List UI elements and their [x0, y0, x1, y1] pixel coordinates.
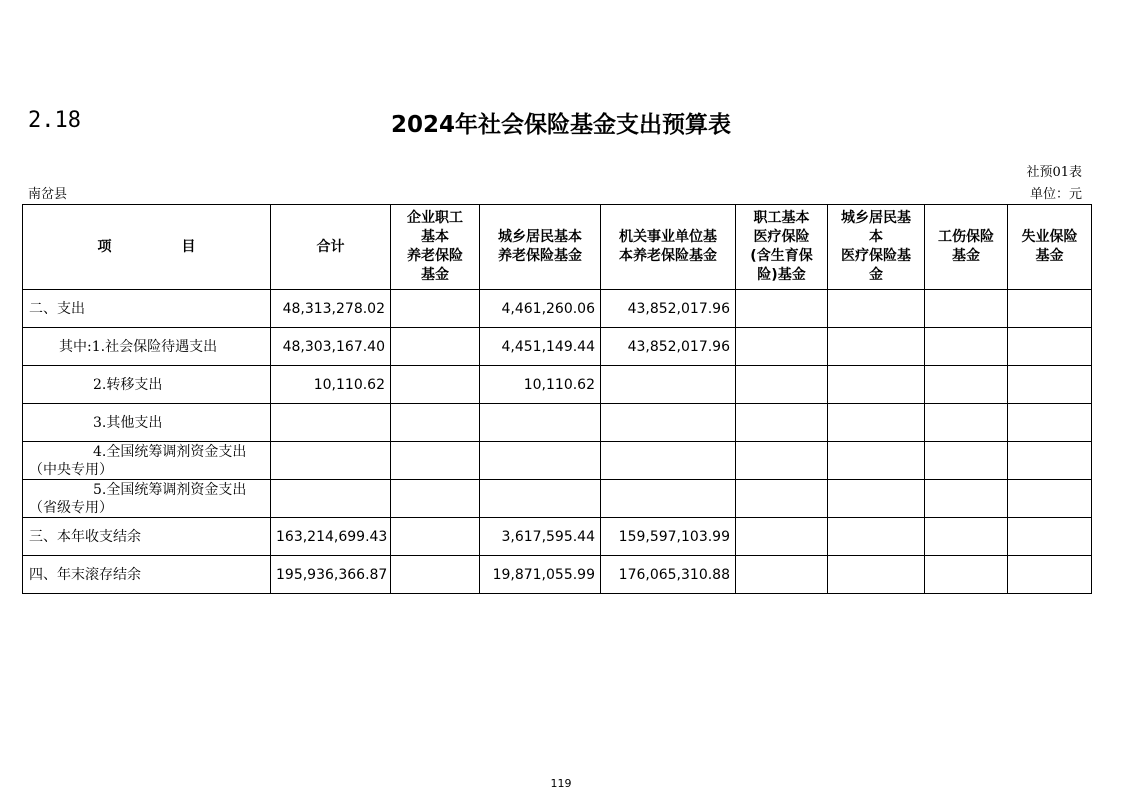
page-number: 119: [550, 777, 572, 790]
cell-employee-medical: [736, 404, 828, 442]
table-row: [23, 290, 1092, 328]
column-header-resident-medical: 城乡居民基 本 医疗保险基 金: [828, 205, 925, 290]
cell-resident-medical: [828, 518, 925, 556]
cell-employee-medical: [736, 328, 828, 366]
column-header-item: 项 目: [23, 205, 271, 290]
cell-total: 163,214,699.43: [271, 518, 391, 556]
cell-institution-pension: 43,852,017.96: [601, 290, 736, 328]
cell-employee-medical: [736, 480, 828, 518]
table-row: [23, 480, 1092, 518]
row-label: 其中:1.社会保险待遇支出: [23, 328, 271, 366]
cell-injury: [925, 480, 1008, 518]
cell-unemployment: [1008, 518, 1092, 556]
cell-resident-pension: 3,617,595.44: [480, 518, 601, 556]
cell-institution-pension: [601, 442, 736, 480]
cell-total: 195,936,366.87: [271, 556, 391, 594]
cell-injury: [925, 518, 1008, 556]
cell-total: [271, 404, 391, 442]
cell-injury: [925, 556, 1008, 594]
cell-resident-medical: [828, 442, 925, 480]
cell-resident-medical: [828, 404, 925, 442]
cell-unemployment: [1008, 404, 1092, 442]
cell-enterprise-pension: [391, 328, 480, 366]
row-label: 二、支出: [23, 290, 271, 328]
table-row: [23, 556, 1092, 594]
cell-total: [271, 480, 391, 518]
cell-injury: [925, 328, 1008, 366]
cell-resident-medical: [828, 480, 925, 518]
cell-resident-pension: 4,451,149.44: [480, 328, 601, 366]
cell-unemployment: [1008, 480, 1092, 518]
column-header-enterprise-pension: 企业职工 基本 养老保险 基金: [391, 205, 480, 290]
cell-unemployment: [1008, 366, 1092, 404]
cell-total: 48,303,167.40: [271, 328, 391, 366]
column-header-total: 合计: [271, 205, 391, 290]
row-label: 四、年末滚存结余: [23, 556, 271, 594]
form-code: 社预01表: [1026, 165, 1082, 180]
cell-total: 10,110.62: [271, 366, 391, 404]
row-label: 三、本年收支结余: [23, 518, 271, 556]
table-header-row: [23, 205, 1092, 290]
budget-table: [22, 204, 1092, 594]
cell-resident-medical: [828, 556, 925, 594]
cell-resident-medical: [828, 366, 925, 404]
column-header-employee-medical: 职工基本 医疗保险 (含生育保 险)基金: [736, 205, 828, 290]
cell-resident-medical: [828, 290, 925, 328]
cell-employee-medical: [736, 290, 828, 328]
cell-unemployment: [1008, 556, 1092, 594]
cell-resident-pension: [480, 480, 601, 518]
column-header-unemployment: 失业保险 基金: [1008, 205, 1092, 290]
cell-resident-pension: 10,110.62: [480, 366, 601, 404]
cell-enterprise-pension: [391, 404, 480, 442]
cell-employee-medical: [736, 518, 828, 556]
table-row: [23, 404, 1092, 442]
table-row: [23, 328, 1092, 366]
region-label: 南岔县: [28, 187, 68, 202]
cell-institution-pension: [601, 404, 736, 442]
cell-resident-medical: [828, 328, 925, 366]
cell-enterprise-pension: [391, 556, 480, 594]
cell-institution-pension: [601, 366, 736, 404]
cell-injury: [925, 404, 1008, 442]
row-label: 5.全国统筹调剂资金支出 （省级专用）: [23, 480, 271, 518]
page-title: 2024年社会保险基金支出预算表: [390, 112, 731, 138]
column-header-injury: 工伤保险 基金: [925, 205, 1008, 290]
cell-injury: [925, 290, 1008, 328]
cell-institution-pension: 43,852,017.96: [601, 328, 736, 366]
cell-unemployment: [1008, 442, 1092, 480]
row-label: 4.全国统筹调剂资金支出 （中央专用）: [23, 442, 271, 480]
cell-enterprise-pension: [391, 366, 480, 404]
column-header-resident-pension: 城乡居民基本 养老保险基金: [480, 205, 601, 290]
table-row: [23, 518, 1092, 556]
cell-injury: [925, 366, 1008, 404]
cell-enterprise-pension: [391, 290, 480, 328]
cell-enterprise-pension: [391, 518, 480, 556]
table-row: [23, 366, 1092, 404]
cell-total: 48,313,278.02: [271, 290, 391, 328]
cell-resident-pension: [480, 404, 601, 442]
cell-resident-pension: 19,871,055.99: [480, 556, 601, 594]
cell-employee-medical: [736, 556, 828, 594]
cell-injury: [925, 442, 1008, 480]
cell-resident-pension: 4,461,260.06: [480, 290, 601, 328]
cell-employee-medical: [736, 442, 828, 480]
row-label: 3.其他支出: [23, 404, 271, 442]
cell-institution-pension: 176,065,310.88: [601, 556, 736, 594]
table-row: [23, 442, 1092, 480]
cell-enterprise-pension: [391, 442, 480, 480]
cell-total: [271, 442, 391, 480]
cell-unemployment: [1008, 290, 1092, 328]
section-number: 2.18: [28, 108, 81, 133]
cell-unemployment: [1008, 328, 1092, 366]
cell-resident-pension: [480, 442, 601, 480]
cell-institution-pension: 159,597,103.99: [601, 518, 736, 556]
cell-institution-pension: [601, 480, 736, 518]
unit-label: 单位：元: [1029, 187, 1082, 202]
row-label: 2.转移支出: [23, 366, 271, 404]
column-header-institution-pension: 机关事业单位基 本养老保险基金: [601, 205, 736, 290]
cell-employee-medical: [736, 366, 828, 404]
cell-enterprise-pension: [391, 480, 480, 518]
